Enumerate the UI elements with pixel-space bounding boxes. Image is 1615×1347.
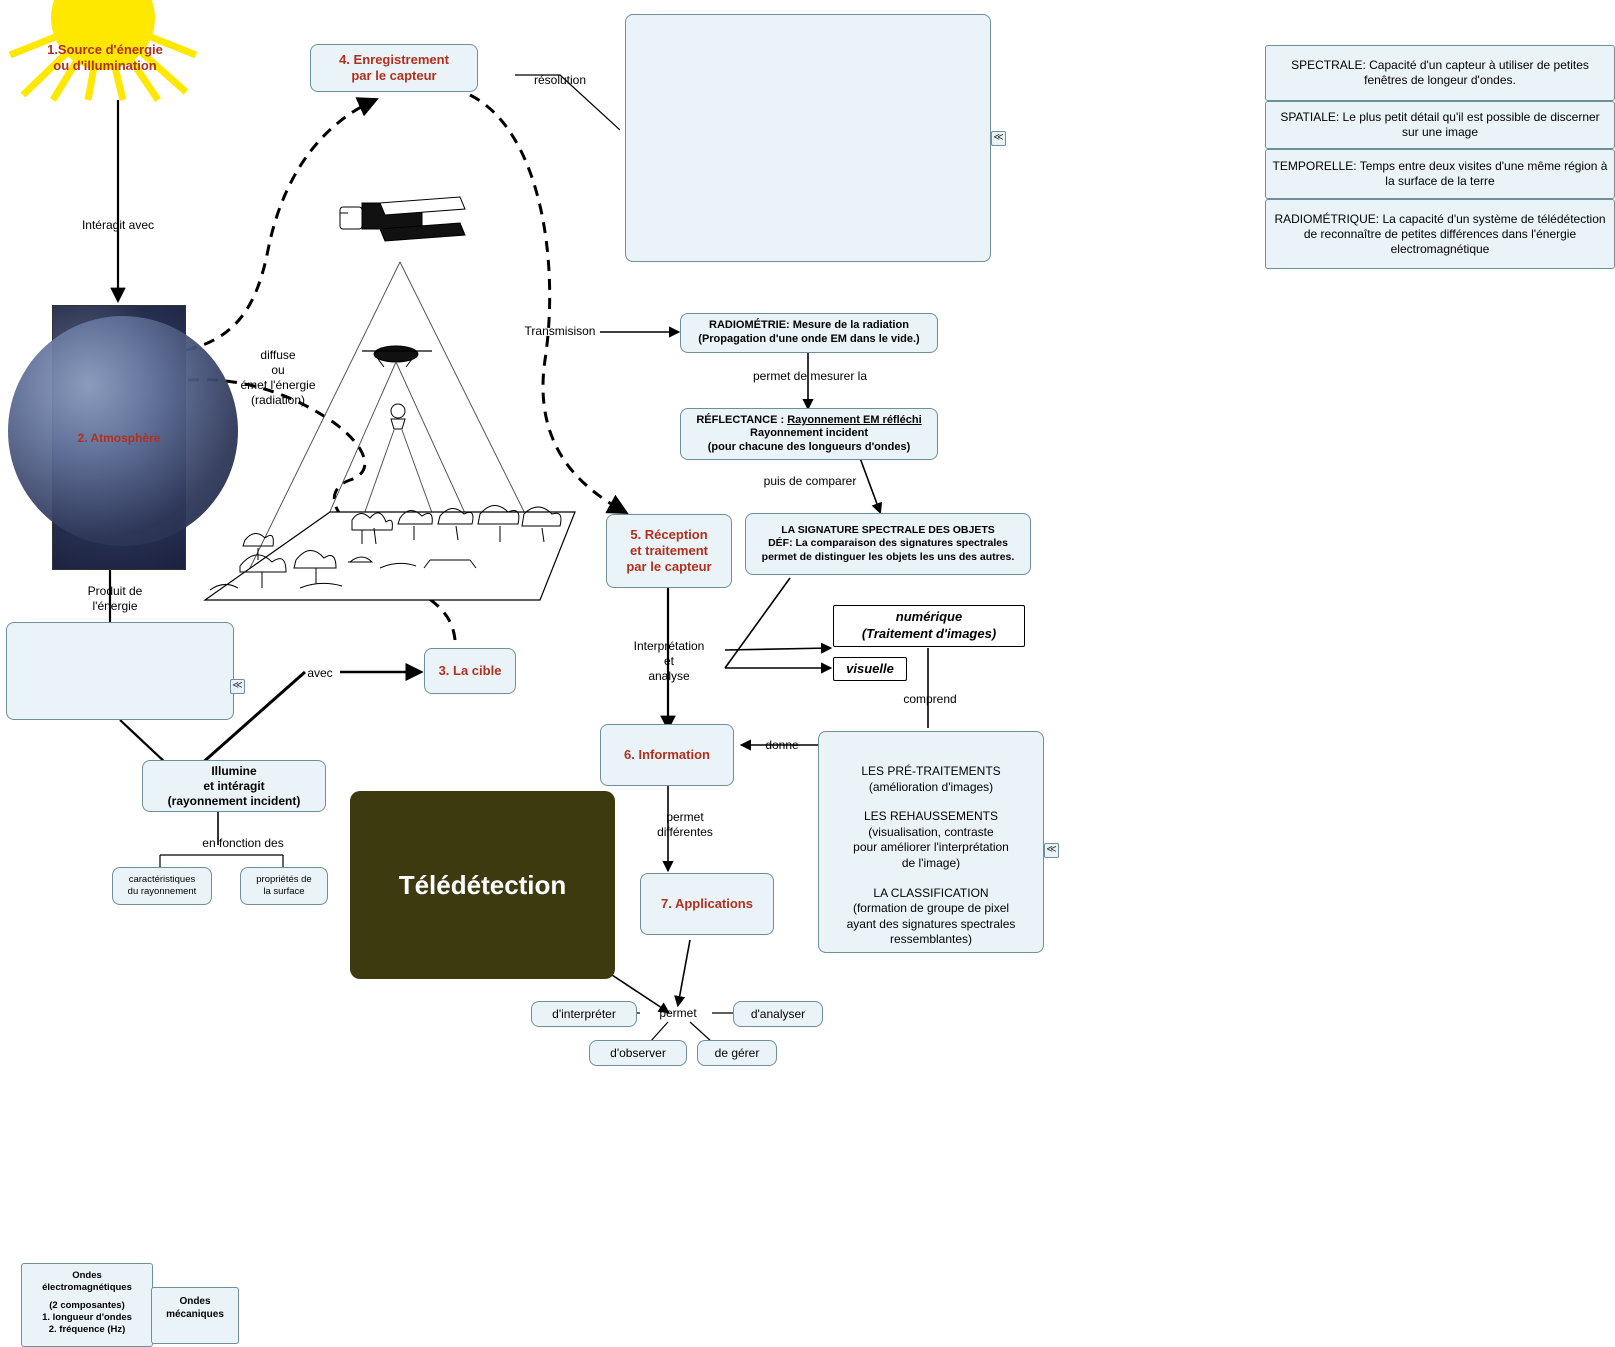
label-transmission: Transmisison bbox=[524, 324, 596, 338]
permet-diff-l2: différentes bbox=[657, 825, 713, 839]
cls-l3: ayant des signatures spectrales bbox=[846, 916, 1016, 931]
fact-b-l2: la surface bbox=[263, 886, 305, 897]
source-line-2: ou d'illumination bbox=[53, 57, 157, 73]
signature-title: LA SIGNATURE SPECTRALE DES OBJETS bbox=[781, 524, 995, 537]
label-diffuse-emet bbox=[218, 348, 338, 408]
enregistrement-l2: par le capteur bbox=[351, 68, 437, 83]
interpretation-l2: et bbox=[663, 654, 674, 668]
node-observer bbox=[589, 1040, 687, 1066]
reception-l2: et traitement bbox=[629, 542, 708, 558]
label-permet-differentes bbox=[640, 810, 730, 840]
cls-l4: ressemblantes) bbox=[889, 932, 973, 947]
label-en-fonction-des: en fonction des bbox=[202, 836, 284, 850]
reflectance-numerator: Rayonnement EM réfléchi bbox=[787, 414, 922, 427]
label-produit-energie bbox=[55, 584, 175, 614]
label-puis-comparer: puis de comparer bbox=[763, 474, 857, 488]
radiometrie-l1: RADIOMÉTRIE: Mesure de la radiation bbox=[709, 319, 909, 332]
label-avec: avec bbox=[307, 666, 333, 680]
fact-a-l1: caractéristiques bbox=[128, 874, 196, 886]
gerer-label: de gérer bbox=[714, 1045, 760, 1060]
title-teledetection: Télédétection bbox=[350, 791, 615, 979]
reh-l3: pour améliorer l'interprétation bbox=[853, 840, 1009, 855]
collapse-icon-resolutions[interactable]: ≪ bbox=[991, 131, 1006, 146]
applications-label: 7. Applications bbox=[661, 895, 753, 911]
reflectance-note: (pour chacune des longueurs d'ondes) bbox=[707, 440, 911, 453]
node-enregistrement[interactable] bbox=[310, 44, 478, 92]
cible-label: 3. La cible bbox=[438, 662, 502, 678]
produit-l2: l'énergie bbox=[92, 599, 138, 613]
ondes-mecaniques bbox=[151, 1287, 239, 1344]
em-l2: électromagnétiques bbox=[42, 1281, 132, 1293]
label-resolution: résolution bbox=[533, 73, 587, 87]
resolutions-group bbox=[625, 14, 1608, 262]
node-radiometrie bbox=[680, 313, 938, 353]
em-l3: (2 composantes) bbox=[49, 1299, 125, 1311]
diffuse-l4: (radiation) bbox=[250, 393, 306, 407]
label-interpretation bbox=[614, 639, 724, 684]
node-source-energie bbox=[20, 42, 190, 73]
resolution-spatiale: SPATIALE: Le plus petit détail qu'il est possible de discerner sur une image bbox=[1265, 101, 1615, 149]
mec-l1: Ondes bbox=[179, 1296, 211, 1307]
reh-l1: LES REHAUSSEMENTS bbox=[863, 809, 999, 824]
illumine-l2: et intéragit bbox=[203, 778, 265, 793]
em-l5: 2. fréquence (Hz) bbox=[48, 1323, 126, 1335]
fact-a-l2: du rayonnement bbox=[127, 886, 197, 897]
node-signature-spectrale bbox=[745, 513, 1031, 575]
pre-l1: LES PRÉ-TRAITEMENTS bbox=[861, 764, 1001, 778]
produit-l1: Produit de bbox=[87, 584, 143, 598]
node-analyser bbox=[733, 1001, 823, 1027]
node-reception[interactable] bbox=[606, 514, 732, 588]
node-proprietes-surface bbox=[240, 867, 328, 905]
reception-l3: par le capteur bbox=[626, 559, 712, 575]
illumine-l1: Illumine bbox=[211, 763, 257, 778]
node-traitement-visuelle bbox=[833, 657, 907, 681]
diffuse-l2: ou bbox=[271, 363, 285, 377]
cls-l1: LA CLASSIFICATION bbox=[873, 885, 989, 900]
illumine-l3: (rayonnement incident) bbox=[167, 793, 301, 808]
resolution-radiometrique: RADIOMÉTRIQUE: La capacité d'un système de télédétection de reconnaître de petites différences dans l'énergie electromagnétique bbox=[1265, 199, 1615, 269]
reh-l2: (visualisation, contraste bbox=[868, 824, 994, 839]
diffuse-l1: diffuse bbox=[260, 348, 296, 362]
pre-l2: (amélioration d'images) bbox=[868, 779, 994, 794]
node-atmosphere bbox=[52, 305, 186, 570]
reflectance-denominator: Rayonnement incident bbox=[750, 427, 868, 440]
collapse-icon-ondes[interactable]: ≪ bbox=[230, 679, 245, 694]
atmosphere-label: 2. Atmosphère bbox=[77, 431, 161, 445]
visuelle-label: visuelle bbox=[846, 660, 894, 676]
resolution-spectrale: SPECTRALE: Capacité d'un capteur à utiliser de petites fenêtres de longeur d'ondes. bbox=[1265, 45, 1615, 101]
interpreter-label: d'interpréter bbox=[552, 1006, 616, 1021]
fact-b-l1: propriétés de bbox=[256, 874, 312, 886]
mec-l2: mécaniques bbox=[166, 1308, 224, 1320]
cls-l2: (formation de groupe de pixel bbox=[852, 901, 1010, 916]
node-traitement-numerique bbox=[833, 605, 1025, 647]
node-gerer bbox=[697, 1040, 777, 1066]
detail-pre-traitements bbox=[829, 764, 1033, 795]
enregistrement-l1: 4. Enregistrement bbox=[339, 51, 449, 67]
diffuse-l3: émet l'énergie bbox=[240, 378, 316, 392]
label-comprend: comprend bbox=[903, 692, 957, 706]
label-interagit-avec: Intéragit avec bbox=[81, 218, 155, 232]
observer-label: d'observer bbox=[610, 1045, 666, 1060]
traitements-details bbox=[818, 731, 1044, 953]
signature-def: DÉF: La comparaison des signatures spectrales permet de distinguer les objets les uns des autres. bbox=[761, 537, 1015, 563]
information-label: 6. Information bbox=[624, 746, 710, 762]
interpretation-l1: Interprétation bbox=[633, 639, 705, 653]
interpretation-l3: analyse bbox=[648, 669, 690, 683]
node-interpreter bbox=[531, 1001, 637, 1027]
collapse-icon-traitements[interactable]: ≪ bbox=[1044, 843, 1059, 858]
label-permet: permet bbox=[659, 1006, 697, 1020]
source-line-1: 1.Source d'énergie bbox=[47, 42, 163, 57]
em-l1: Ondes bbox=[72, 1270, 102, 1281]
reh-l4: de l'image) bbox=[901, 855, 961, 870]
node-applications[interactable] bbox=[640, 873, 774, 935]
node-illumine bbox=[142, 760, 326, 812]
node-caracteristiques-rayonnement bbox=[112, 867, 212, 905]
resolution-temporelle: TEMPORELLE: Temps entre deux visites d'une même région à la surface de la terre bbox=[1265, 149, 1615, 199]
radiometrie-l2: (Propagation d'une onde EM dans le vide.) bbox=[698, 333, 920, 345]
permet-diff-l1: permet bbox=[666, 810, 704, 824]
node-information[interactable] bbox=[600, 724, 734, 786]
node-cible[interactable] bbox=[424, 648, 516, 694]
label-donne: donne bbox=[765, 738, 799, 752]
detail-classification bbox=[829, 886, 1033, 948]
node-reflectance bbox=[680, 408, 938, 460]
numerique-l1: numérique bbox=[895, 609, 963, 625]
analyser-label: d'analyser bbox=[750, 1006, 806, 1021]
reflectance-title: RÉFLECTANCE : bbox=[696, 414, 785, 427]
label-permet-mesurer: permet de mesurer la bbox=[752, 369, 868, 383]
em-l4: 1. longueur d'ondes bbox=[42, 1311, 132, 1323]
ondes-electromagnetiques bbox=[21, 1263, 153, 1347]
detail-rehaussements bbox=[829, 809, 1033, 871]
numerique-l2: (Traitement d'images) bbox=[861, 626, 997, 641]
reception-l1: 5. Réception bbox=[630, 526, 708, 542]
